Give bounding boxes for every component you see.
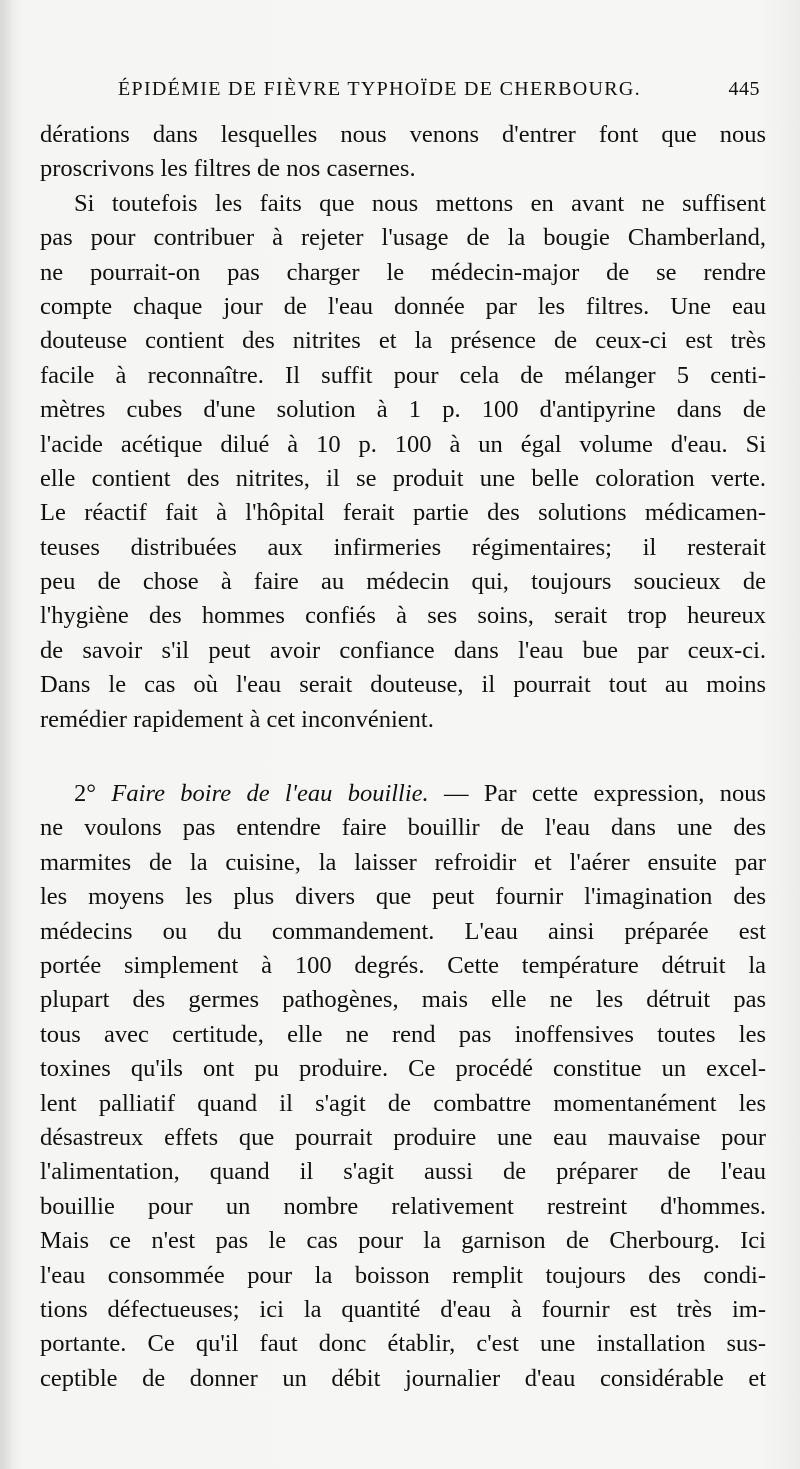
text-line: désastreux effets que pourrait produire une eau mauvaise pour xyxy=(40,1123,766,1151)
text-line: plupart des germes pathogènes, mais elle ne les détruit pas xyxy=(40,986,766,1014)
page-number: 445 xyxy=(728,78,760,100)
text-line: Le réactif fait à l'hôpital ferait partie des solutions médicamen- xyxy=(40,499,766,527)
text-line: Dans le cas où l'eau serait douteuse, il pourrait tout au moins xyxy=(40,671,766,699)
text-line: l'alimentation, quand il s'agit aussi de préparer de l'eau xyxy=(40,1158,766,1186)
running-head xyxy=(118,78,760,108)
text-line: de savoir s'il peut avoir confiance dans l'eau bue par ceux-ci. xyxy=(40,636,766,664)
text-line: toxines qu'ils ont pu produire. Ce procédé constitue un excel- xyxy=(40,1055,766,1083)
section-number: 2° xyxy=(74,780,97,808)
text-line: elle contient des nitrites, il se produit une belle coloration verte. xyxy=(40,464,766,492)
text-line: tions défectueuses; ici la quantité d'eau à fournir est très im- xyxy=(40,1295,766,1323)
text-line: bouillie pour un nombre relativement restreint d'hommes. xyxy=(40,1192,766,1220)
section-heading: Faire boire de l'eau bouillie. xyxy=(111,780,429,808)
text-line: tous avec certitude, elle ne rend pas inoffensives toutes les xyxy=(40,1020,766,1048)
text-line: portante. Ce qu'il faut donc établir, c'est une installation sus- xyxy=(40,1330,766,1358)
text-line: mètres cubes d'une solution à 1 p. 100 d'antipyrine dans de xyxy=(40,396,766,424)
text-line: teuses distribuées aux infirmeries régimentaires; il resterait xyxy=(40,533,766,561)
running-head-title: ÉPIDÉMIE DE FIÈVRE TYPHOÏDE DE CHERBOURG. xyxy=(118,78,641,100)
text-line: peu de chose à faire au médecin qui, toujours soucieux de xyxy=(40,568,766,596)
text-line: portée simplement à 100 degrés. Cette température détruit la xyxy=(40,951,766,979)
paragraph-gap xyxy=(40,737,766,777)
text-line: marmites de la cuisine, la laisser refroidir et l'aérer ensuite par xyxy=(40,848,766,876)
text-line: remédier rapidement à cet inconvénient. xyxy=(40,705,434,733)
text-line: l'acide acétique dilué à 10 p. 100 à un égal volume d'eau. Si xyxy=(40,430,766,458)
text-line: ne pourrait-on pas charger le médecin-major de se rendre xyxy=(40,258,766,286)
text-line: proscrivons les filtres de nos casernes. xyxy=(40,155,416,183)
text-line: l'eau consommée pour la boisson remplit toujours des condi- xyxy=(40,1261,766,1289)
text-line: douteuse contient des nitrites et la présence de ceux-ci est très xyxy=(40,327,766,355)
text-line: les moyens les plus divers que peut fournir l'imagination des xyxy=(40,883,766,911)
section-heading-line xyxy=(40,777,766,811)
text-line: Si toutefois les faits que nous mettons en avant ne suffisent xyxy=(74,189,766,217)
text-line: dérations dans lesquelles nous venons d'entrer font que nous xyxy=(40,121,766,148)
body-text xyxy=(40,118,766,1396)
section-first-line-text: — Par cette expression, nous xyxy=(444,780,766,808)
text-line: pas pour contribuer à rejeter l'usage de la bougie Chamberland, xyxy=(40,224,766,252)
text-line: facile à reconnaître. Il suffit pour cela de mélanger 5 centi- xyxy=(40,361,766,389)
text-line: médecins ou du commandement. L'eau ainsi préparée est xyxy=(40,917,766,945)
text-line: ne voulons pas entendre faire bouillir de l'eau dans une des xyxy=(40,814,766,842)
page-edge-shadow xyxy=(0,0,14,1469)
text-line: l'hygiène des hommes confiés à ses soins, serait trop heureux xyxy=(40,602,766,630)
text-line: ceptible de donner un débit journalier d'eau considérable et xyxy=(40,1364,766,1392)
text-line: lent palliatif quand il s'agit de combattre momentanément les xyxy=(40,1089,766,1117)
text-line: compte chaque jour de l'eau donnée par les filtres. Une eau xyxy=(40,292,766,320)
text-line: Mais ce n'est pas le cas pour la garnison de Cherbourg. Ici xyxy=(40,1227,766,1255)
